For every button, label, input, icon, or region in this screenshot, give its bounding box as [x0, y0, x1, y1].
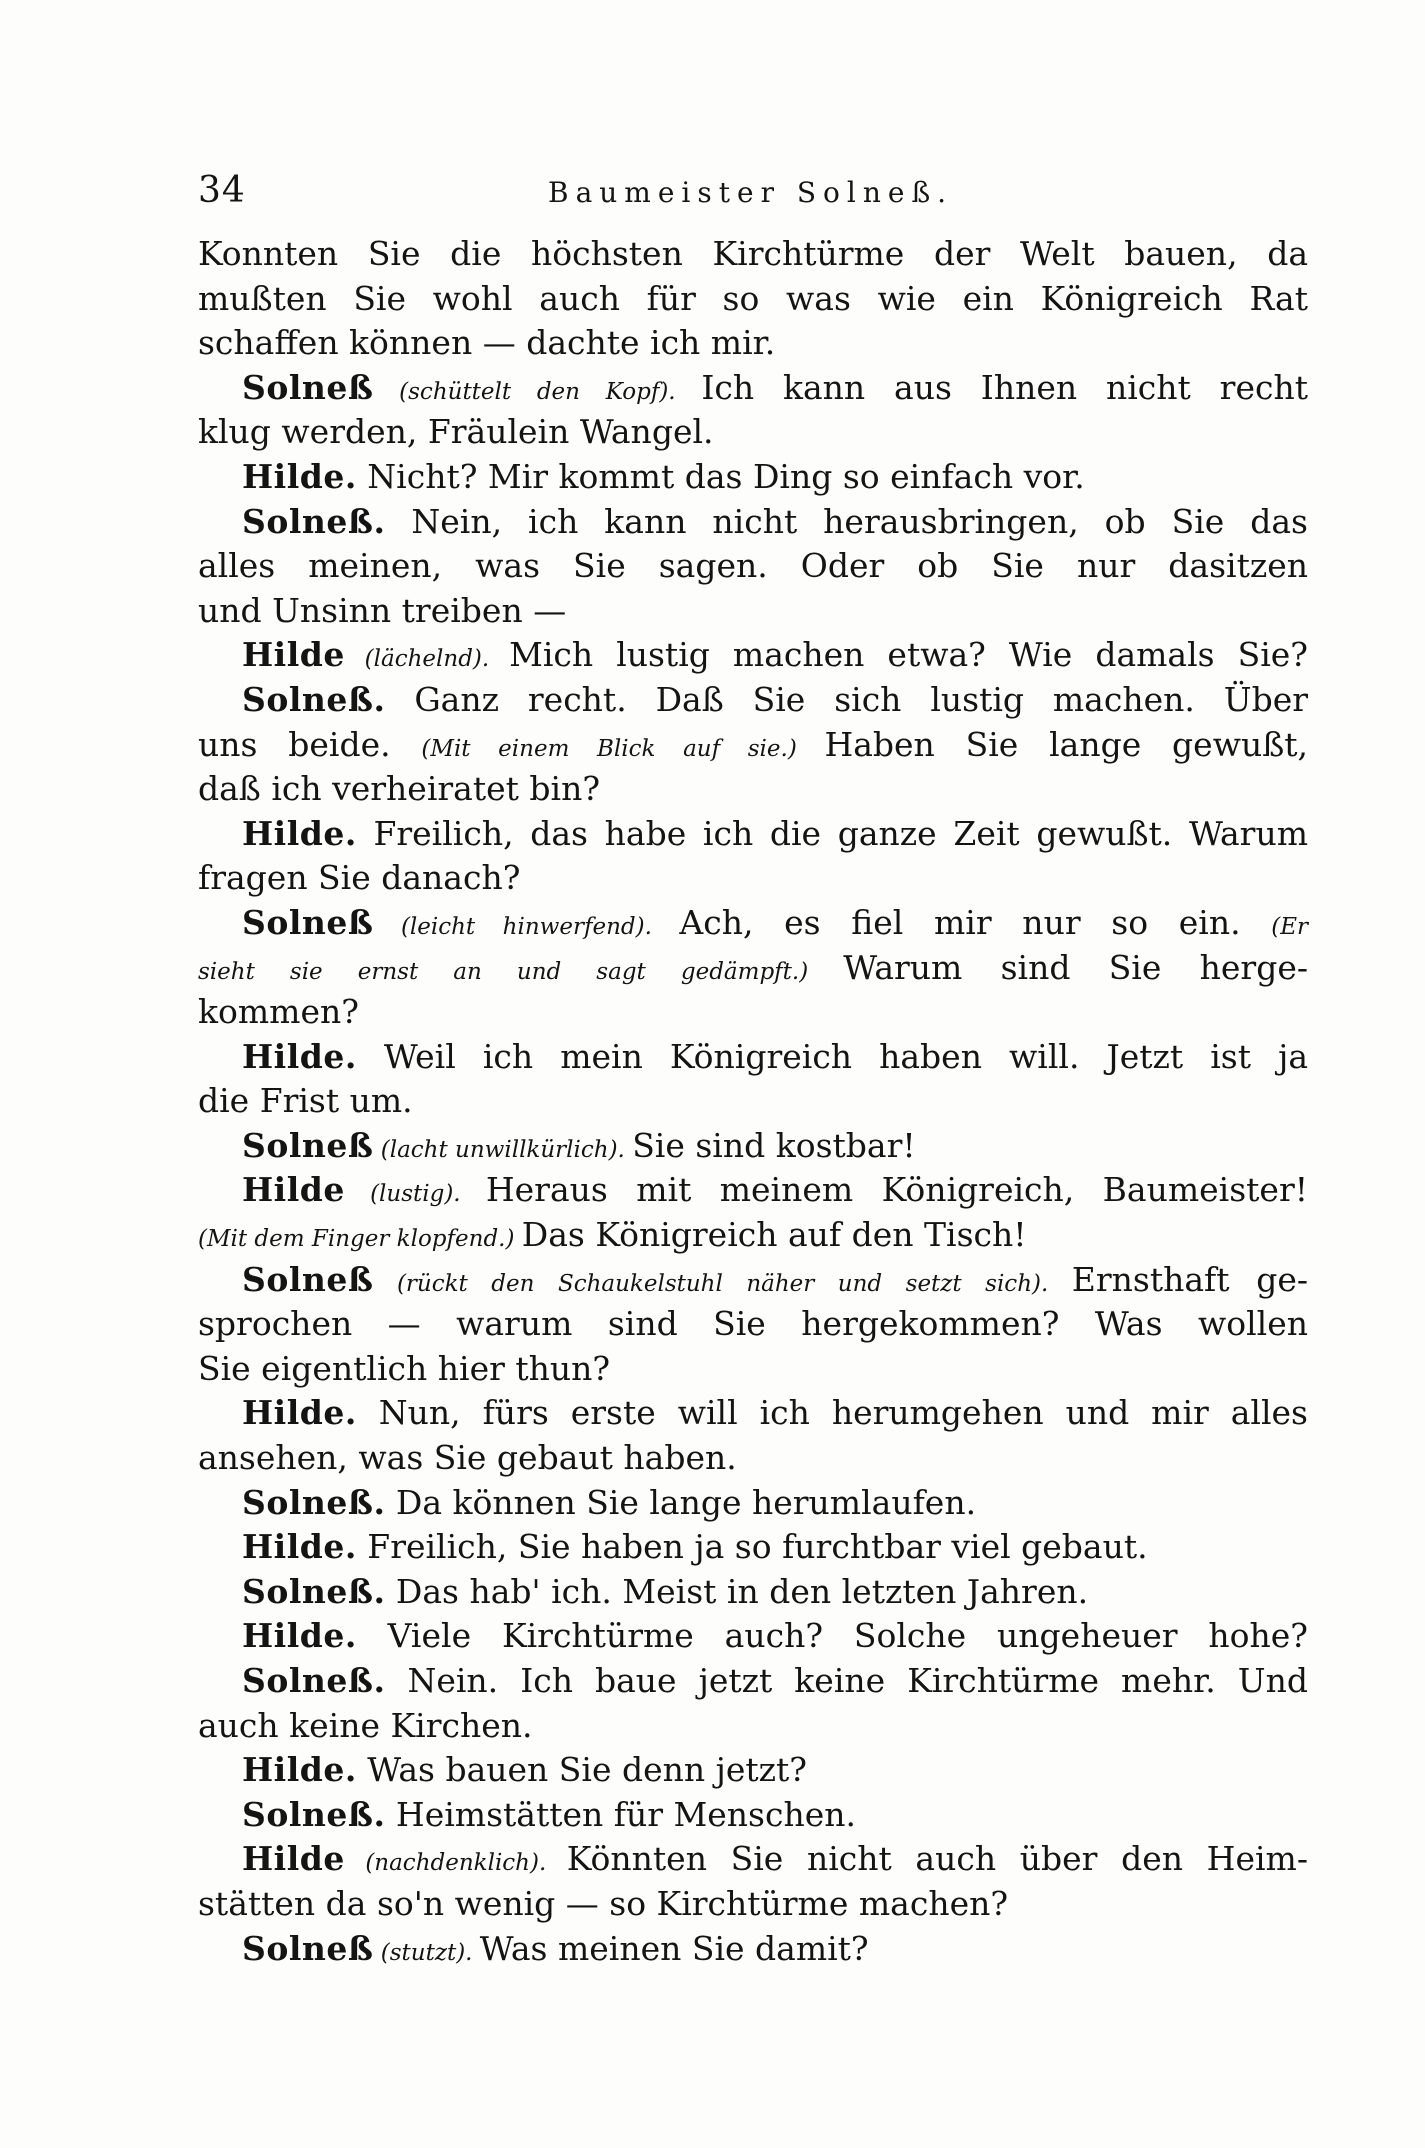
speaker-name: Hilde.	[242, 1527, 357, 1567]
text-line	[198, 767, 1308, 812]
text-line	[198, 1391, 1308, 1436]
dialogue-text: Ich kann aus Ihnen nicht recht	[701, 367, 1308, 407]
dialogue-text: mußten Sie wohl auch für so was wie ein Königreich Rat	[198, 278, 1308, 318]
text-line	[198, 366, 1308, 411]
dialogue-text: Mich lustig machen etwa? Wie damals Sie?	[509, 635, 1308, 675]
stage-direction: (Er	[1271, 913, 1309, 940]
speaker-name: Hilde.	[242, 456, 357, 496]
dialogue-text: schaffen können — dachte ich mir.	[198, 323, 776, 363]
dialogue-text: Freilich, Sie haben ja so furchtbar viel gebaut.	[356, 1527, 1148, 1567]
text-line	[198, 1659, 1308, 1704]
dialogue-text: und Unsinn treiben —	[198, 590, 567, 630]
text-line	[198, 1436, 1308, 1481]
speaker-name: Solneß.	[242, 1482, 386, 1522]
text-line	[198, 1213, 1308, 1258]
running-title: Baumeister Solneß.	[548, 176, 954, 209]
dialogue-text: Da können Sie lange herumlaufen.	[385, 1482, 977, 1522]
dialogue-text: alles meinen, was Sie sagen. Oder ob Sie nur dasitzen	[198, 546, 1308, 586]
dialogue-text: Viele Kirchtürme auch? Solche ungeheuer hohe?	[356, 1616, 1308, 1656]
speaker-name: Solneß	[242, 1125, 374, 1165]
dialogue-text: uns beide.	[198, 724, 422, 764]
text-line	[198, 1168, 1308, 1213]
speaker-name: Hilde	[242, 635, 345, 675]
speaker-name: Hilde.	[242, 1750, 357, 1790]
dialogue-text: Nein. Ich baue jetzt keine Kirchtürme mehr. Und	[385, 1661, 1308, 1700]
dialogue-text: Das hab' ich. Meist in den letzten Jahren.	[385, 1571, 1089, 1611]
stage-direction: sieht sie ernst an und sagt gedämpft.)	[198, 958, 844, 985]
speaker-name: Hilde	[242, 1170, 345, 1210]
page-number: 34	[198, 170, 246, 211]
dialogue-text: Was bauen Sie denn jetzt?	[356, 1750, 807, 1790]
dialogue-text: Sie eigentlich hier thun?	[198, 1348, 611, 1388]
speaker-name: Solneß	[242, 1259, 374, 1299]
dialogue-text: Nun, fürs erste will ich herumgehen und mir alles	[356, 1393, 1308, 1433]
dialogue-text: Nicht? Mir kommt das Ding so einfach vor.	[356, 456, 1085, 496]
speaker-name: Hilde.	[242, 1036, 357, 1076]
text-line	[198, 1525, 1308, 1570]
dialogue-text: Ernsthaft ge-	[1071, 1259, 1308, 1299]
dialogue-text: ansehen, was Sie gebaut haben.	[198, 1438, 737, 1478]
stage-direction: (leicht hinwerfend).	[373, 913, 680, 940]
text-line	[198, 500, 1308, 545]
dialogue-text: Ach, es fiel mir nur so ein.	[679, 902, 1272, 942]
text-line	[198, 1570, 1308, 1615]
dialogue-text: Das Königreich auf den Tisch!	[521, 1215, 1027, 1255]
text-line	[198, 1035, 1308, 1080]
speaker-name: Solneß	[242, 367, 374, 407]
text-line	[198, 1481, 1308, 1526]
stage-direction: (nachdenklich).	[344, 1850, 567, 1877]
dialogue-text: Was meinen Sie damit?	[479, 1928, 869, 1968]
dialogue-text: Warum sind Sie herge-	[843, 947, 1309, 987]
dialogue-text: Könnten Sie nicht auch über den Heim-	[566, 1839, 1308, 1879]
dialogue-text: Nein, ich kann nicht herausbringen, ob Sie das	[385, 501, 1308, 541]
text-line	[198, 277, 1308, 322]
speaker-name: Solneß.	[242, 501, 386, 541]
speaker-name: Hilde.	[242, 1393, 357, 1433]
dialogue-text: fragen Sie danach?	[198, 858, 521, 898]
dialogue-text: kommen?	[198, 992, 359, 1032]
text-line	[198, 544, 1308, 589]
page-header	[198, 170, 1308, 220]
text-line	[198, 321, 1308, 366]
dialogue-text: sprochen — warum sind Sie hergekommen? Was wollen	[198, 1304, 1308, 1344]
text-line	[198, 678, 1308, 723]
dialogue-text: klug werden, Fräulein Wangel.	[198, 412, 714, 452]
text-line	[198, 856, 1308, 901]
dialogue-text: auch keine Kirchen.	[198, 1705, 533, 1745]
text-line	[198, 1614, 1308, 1659]
speaker-name: Solneß.	[242, 679, 386, 719]
dialogue-text: Ganz recht. Daß Sie sich lustig machen. Über	[385, 679, 1308, 719]
text-line	[198, 1079, 1308, 1124]
text-line	[198, 410, 1308, 455]
speaker-name: Solneß.	[242, 1661, 386, 1700]
speaker-name: Hilde.	[242, 1616, 357, 1656]
text-line	[198, 946, 1308, 991]
speaker-name: Solneß	[242, 902, 374, 942]
text-line	[198, 1927, 1308, 1972]
speaker-name: Solneß.	[242, 1794, 386, 1834]
speaker-name: Solneß.	[242, 1571, 386, 1611]
text-line	[198, 1882, 1308, 1927]
dialogue-text: daß ich verheiratet bin?	[198, 769, 601, 809]
text-line	[198, 1837, 1308, 1882]
dialogue-text: Heimstätten für Menschen.	[385, 1794, 856, 1834]
text-line	[198, 901, 1308, 946]
text-line	[198, 455, 1308, 500]
dialogue-text: Freilich, das habe ich die ganze Zeit gewußt. Warum	[356, 813, 1308, 853]
stage-direction: (Mit dem Finger klopfend.)	[198, 1226, 522, 1253]
text-line	[198, 232, 1308, 277]
stage-direction: (lacht unwillkürlich).	[373, 1136, 633, 1163]
dialogue-text: Sie sind kostbar!	[632, 1125, 916, 1165]
body-text	[198, 232, 1308, 1971]
stage-direction: (lustig).	[344, 1181, 486, 1208]
dialogue-text: Heraus mit meinem Königreich, Baumeister!	[485, 1170, 1308, 1210]
dialogue-text: Konnten Sie die höchsten Kirchtürme der Welt bauen, da	[198, 234, 1308, 273]
dialogue-text: stätten da so'n wenig — so Kirchtürme machen?	[198, 1883, 1009, 1923]
text-line	[198, 990, 1308, 1035]
text-line	[198, 812, 1308, 857]
stage-direction: (schüttelt den Kopf).	[373, 378, 702, 405]
text-line	[198, 1124, 1308, 1169]
stage-direction: (stutzt).	[373, 1939, 480, 1966]
stage-direction: (Mit einem Blick auf sie.)	[421, 735, 825, 762]
text-line	[198, 1347, 1308, 1392]
text-line	[198, 633, 1308, 678]
speaker-name: Hilde	[242, 1839, 345, 1879]
text-line	[198, 1258, 1308, 1303]
speaker-name: Solneß	[242, 1928, 374, 1968]
dialogue-text: die Frist um.	[198, 1081, 413, 1121]
dialogue-text: Weil ich mein Königreich haben will. Jetzt ist ja	[356, 1036, 1308, 1076]
stage-direction: (lächelnd).	[344, 646, 510, 673]
dialogue-text: Haben Sie lange gewußt,	[824, 724, 1309, 764]
stage-direction: (rückt den Schaukelstuhl näher und setzt sich).	[373, 1270, 1072, 1297]
text-line	[198, 1704, 1308, 1749]
text-line	[198, 723, 1308, 768]
speaker-name: Hilde.	[242, 813, 357, 853]
text-line	[198, 1302, 1308, 1347]
text-line	[198, 1748, 1308, 1793]
text-line	[198, 1793, 1308, 1838]
text-line	[198, 589, 1308, 634]
